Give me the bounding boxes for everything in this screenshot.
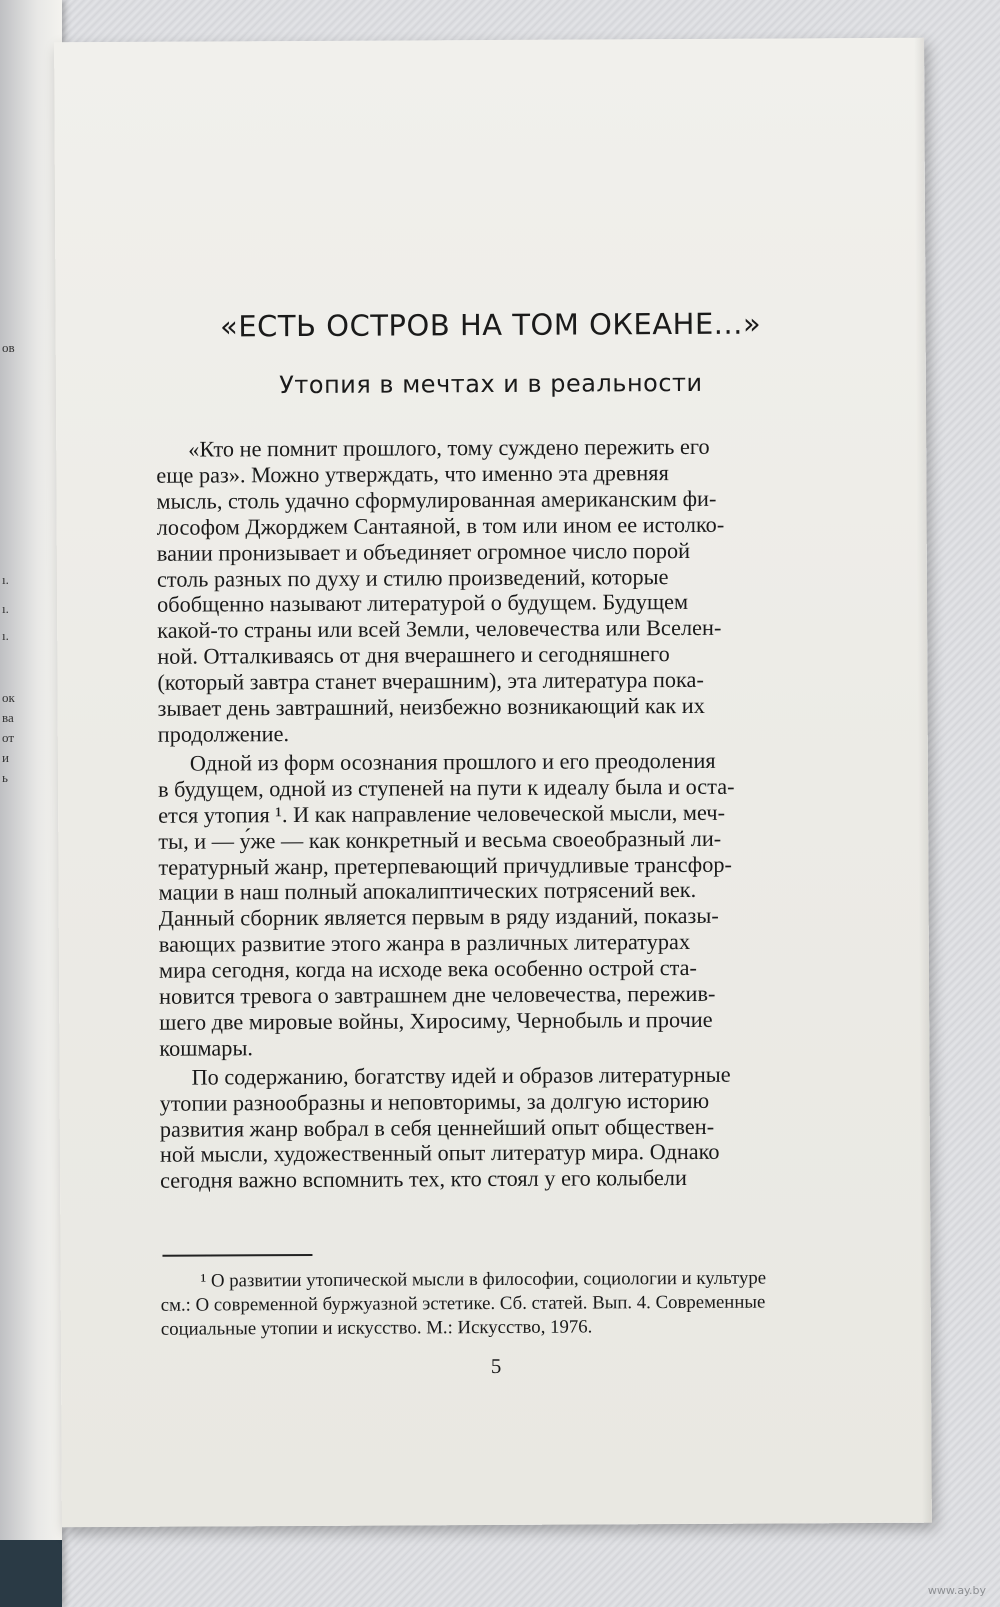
body-line: продолжение. — [157, 721, 290, 747]
body-line: утопии разнообразны и неповторимы, за долгую историю — [159, 1087, 710, 1116]
footnote-line: см.: О современной буржуазной эстетике. Сб. статей. Вып. 4. Современные — [160, 1291, 766, 1316]
body-line: мысль, столь удачно сформулированная американским фи- — [156, 485, 717, 514]
body-line: По содержанию, богатству идей и образов литературные — [191, 1061, 731, 1090]
footnote-line: социальные утопии и искусство. М.: Искусство, 1976. — [160, 1316, 593, 1340]
body-line: мира сегодня, когда на исходе века особенно острой ста- — [158, 955, 698, 983]
footnote — [161, 1266, 901, 1342]
footnote-line: ¹ О развитии утопической мысли в философии, социологии и культуре — [200, 1267, 767, 1292]
chapter-title: «ЕСТЬ ОСТРОВ НА ТОМ ОКЕАНЕ...» — [219, 306, 762, 344]
watermark: www.ay.by — [927, 1584, 986, 1597]
body-line: Данный сборник является первым в ряду изданий, показы- — [158, 903, 719, 932]
left-page-fragment: ı. — [2, 628, 9, 643]
body-line: лософом Джорджем Сантаяной, в том или ином ее истолко- — [156, 511, 725, 540]
left-page-fragment: и — [2, 750, 9, 765]
body-line: мации в наш полный апокалиптических потрясений век. — [158, 877, 697, 906]
body-line: (который завтра станет вчерашним), эта литература пока- — [157, 667, 704, 695]
left-page-fragment: ов — [2, 340, 15, 355]
body-line: вающих развитие этого жанра в различных литературах — [158, 929, 691, 957]
body-line: ной мысли, художественный опыт литератур мира. Однако — [159, 1139, 720, 1168]
body-line: тературный жанр, претерпевающий причудливые трансфор- — [158, 851, 732, 880]
body-line: ты, и — у́же — как конкретный и весьма своеобразный ли- — [158, 825, 722, 854]
left-page-fragment: ı. — [2, 572, 9, 587]
page-edge-shadow — [914, 38, 932, 1523]
body-line: сегодня важно вспомнить тех, кто стоял у его колыбели — [160, 1165, 687, 1194]
left-page-edge — [0, 0, 62, 1607]
body-line: вании пронизывает и объединяет огромное число порой — [156, 537, 691, 566]
body-line: в будущем, одной из ступеней на пути к идеалу была и оста- — [157, 773, 735, 802]
body-line: новится тревога о завтрашнем дне человечества, пережив- — [159, 980, 716, 1009]
body-line: «Кто не помнит прошлого, тому суждено пережить его — [188, 433, 710, 462]
left-page-fragment: ва — [2, 710, 14, 725]
book-cover-edge — [0, 1540, 62, 1607]
body-line: столь разных по духу и стилю произведений, которые — [156, 563, 669, 592]
body-line: зывает день завтрашний, неизбежно возникающий как их — [157, 692, 705, 721]
body-line: ной. Отталкиваясь от дня вчерашнего и сегодняшнего — [157, 641, 670, 670]
body-line: какой-то страны или всей Земли, человечества или Вселен- — [157, 615, 722, 644]
body-line: Одной из форм осознания прошлого и его преодоления — [189, 747, 716, 776]
left-page-fragment: ь — [2, 770, 8, 785]
footnote-divider — [162, 1254, 312, 1257]
body-text — [156, 433, 870, 1194]
book-page — [54, 38, 932, 1528]
left-page-fragment: ı. — [2, 601, 9, 616]
left-page-fragment: ок — [2, 690, 15, 705]
body-line: развития жанр вобрал в себя ценнейший опыт обществен- — [159, 1113, 715, 1142]
body-line: еще раз». Можно утверждать, что именно эта древняя — [156, 459, 669, 488]
body-line: кошмары. — [159, 1035, 254, 1061]
body-line: ется утопия ¹. И как направление человеческой мысли, меч- — [158, 799, 726, 828]
left-page-fragment: от — [2, 730, 15, 745]
body-line: шего две мировые войны, Хиросиму, Чернобыль и прочие — [159, 1006, 713, 1035]
body-line: обобщенно называют литературой о будущем. Будущем — [156, 589, 689, 618]
page-number: 5 — [490, 1353, 502, 1379]
chapter-subtitle: Утопия в мечтах и в реальности — [279, 368, 703, 400]
